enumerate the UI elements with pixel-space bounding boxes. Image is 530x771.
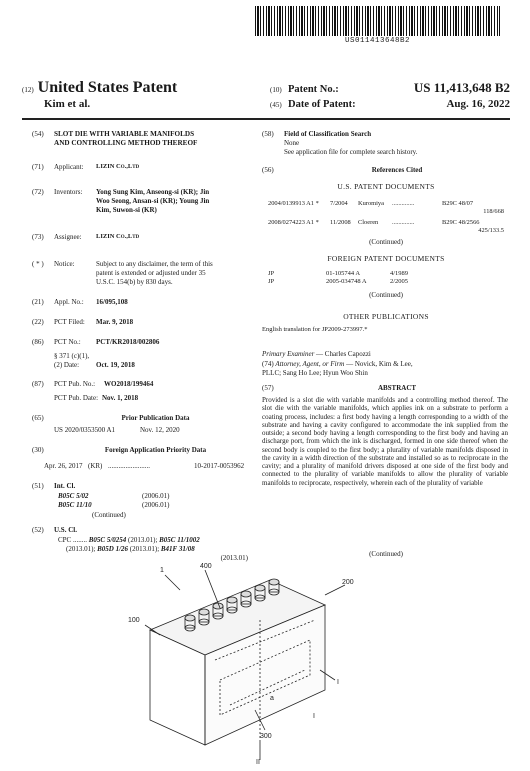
assignee-value: LIZIN Co.,Ltd: [96, 233, 140, 240]
int-cl-row: [58, 501, 258, 510]
ref-country: JP: [268, 278, 275, 286]
s371-date: Oct. 19, 2018: [96, 361, 135, 369]
notice-line: Subject to any disclaimer, the term of this: [96, 260, 213, 268]
int-cl-date: (2006.01): [142, 501, 170, 509]
appl-no-value: 16/095,108: [96, 298, 128, 306]
pct-no-label: PCT No.:: [54, 338, 81, 346]
us-reference-row: [268, 219, 510, 235]
ref-date: 11/2008: [330, 219, 351, 226]
attorney-line2: PLLC; Sang Ho Lee; Hyun Woo Shin: [262, 368, 368, 377]
pct-pub-date-value: Nov. 1, 2018: [102, 394, 139, 402]
patent-no-label: Patent No.:: [288, 84, 339, 95]
cpc-class: B05D 1/26: [97, 544, 129, 553]
int-cl-continued: (Continued): [92, 511, 126, 519]
inventor-short: Kim et al.: [44, 98, 91, 110]
drawing-label-400: 400: [200, 563, 212, 570]
code-22: (22): [32, 318, 44, 326]
other-publications-heading: OTHER PUBLICATIONS: [343, 312, 429, 321]
title-line-1: SLOT DIE WITH VARIABLE MANIFOLDS: [54, 130, 195, 138]
drawing-label-II: II: [256, 759, 260, 765]
us-docs-heading: U.S. PATENT DOCUMENTS: [337, 182, 435, 191]
notice-line: U.S.C. 154(b) by 830 days.: [96, 277, 173, 286]
int-cl-row: [58, 492, 258, 501]
examiner-name: — Charles Capozzi: [316, 350, 371, 358]
ref-name: Cloeren: [358, 219, 379, 226]
code-21: (21): [32, 298, 44, 306]
us-reference-row: [268, 200, 510, 216]
ref-number: 2004/0139913 A1 *: [268, 200, 319, 207]
code-30: (30): [32, 446, 44, 454]
int-cl-class: B05C 11/10: [58, 501, 92, 509]
cpc-date: (2013.01);: [128, 536, 158, 544]
field-of-search-heading: Field of Classification Search: [284, 130, 372, 138]
us-cl-field: [32, 526, 257, 535]
inventors-value: [96, 188, 209, 214]
attorney-line: [262, 360, 510, 378]
appl-no-field: [32, 298, 257, 307]
drawing-label-a: a: [270, 695, 274, 702]
patent-header-left: [22, 78, 177, 112]
priority-country: (KR): [88, 462, 103, 470]
ref-class-secondary: 118/668: [483, 208, 504, 215]
ref-dots: ..............: [392, 219, 415, 226]
drawing-label-100: 100: [128, 617, 140, 624]
cpc-date: (2013.01): [220, 553, 248, 562]
prior-pub-row: [54, 426, 254, 435]
priority-appno: 10-2017-0053962: [194, 462, 245, 470]
applicant-field: [32, 163, 257, 172]
pct-pub-field: [32, 380, 257, 389]
foreign-priority-heading: Foreign Application Priority Data: [104, 446, 207, 454]
s371-line: (2) Date:: [54, 360, 80, 369]
us-cl-values: [58, 536, 258, 562]
examiner-label: Primary Examiner: [262, 350, 315, 358]
priority-date: Apr. 26, 2017: [44, 462, 83, 470]
s371-label: [54, 352, 96, 370]
prior-pub-heading: Prior Publication Data: [121, 414, 190, 422]
cpc-date: (2013.01);: [66, 544, 96, 553]
inventors-line: Yong Sung Kim, Anseong-si (KR); Jin: [96, 188, 210, 196]
foreign-docs-heading: FOREIGN PATENT DOCUMENTS: [327, 254, 445, 263]
code-86: (86): [32, 338, 44, 346]
code-45: (45): [270, 101, 282, 110]
title-line-2: AND CONTROLLING METHOD THEREOF: [54, 139, 198, 147]
header-rule: [22, 118, 510, 120]
int-cl-field: [32, 482, 257, 491]
inventors-line: Woo Seong, Ansan-si (KR); Young Jin: [96, 196, 210, 205]
us-cl-label: U.S. Cl.: [54, 526, 77, 534]
code-56: (56): [262, 166, 274, 174]
patent-drawing: [120, 560, 380, 765]
field-of-search-body: [284, 130, 417, 156]
patent-header-right: [270, 80, 510, 112]
ref-number: 2008/0274223 A1 *: [268, 219, 319, 226]
pct-filed-label: PCT Filed:: [54, 318, 85, 326]
foreign-docs-list: [268, 270, 510, 286]
ref-dots: ..............: [392, 200, 415, 207]
applicant-value: LIZIN Co.,Ltd: [96, 163, 140, 170]
code-57: (57): [262, 384, 274, 392]
s371-field: [54, 352, 254, 370]
inventors-field: [32, 188, 257, 214]
code-12: (12): [22, 86, 34, 94]
priority-dots: ........................: [108, 462, 150, 470]
barcode: [255, 6, 500, 46]
drawing-label-1: 1: [160, 567, 164, 574]
int-cl-label: Int. Cl.: [54, 482, 76, 490]
ref-number: 01-105744 A: [326, 270, 361, 277]
patent-kind: United States Patent: [37, 79, 178, 96]
prior-pub-number: US 2020/0353500 A1: [54, 426, 116, 434]
code-87: (87): [32, 380, 44, 388]
ref-class: B29C 48/2566: [442, 219, 480, 226]
field-of-search-none: None: [284, 138, 300, 147]
assignee-label: Assignee:: [54, 233, 82, 241]
pct-pub-value: WO2018/199464: [104, 380, 154, 388]
drawing-label-300: 300: [260, 733, 272, 740]
code-65: (65): [32, 414, 44, 422]
abstract-heading-row: [262, 384, 510, 393]
other-publications-text: English translation for JP2009-273997.*: [262, 326, 368, 333]
ref-date: 2/2005: [390, 278, 409, 286]
notice-line: patent is extended or adjusted under 35: [96, 268, 206, 277]
cpc-label: CPC ........: [58, 536, 87, 544]
pct-filed-value: Mar. 9, 2018: [96, 318, 134, 326]
barcode-number: US011413648B2: [344, 37, 410, 45]
pct-pub-label: PCT Pub. No.:: [54, 380, 96, 388]
abstract-text: Provided is a slot die with variable manifolds and a controlling method thereof. The slot die with the variable manifolds, which applies ink on a substrate to perform a coating process, includes: a first body having a length corresponding to a width of the substrate and having a cavity configured to accommodate the ink supplied from the outside; a second body having a length corresponding to the first body and having an discharge port, from which the ink is discharged, formed in one side thereof when the second body is coupled to the first body; a plurality of variable manifolds disposed in the cavity in a width direction of the substrate and installed so as to reciprocate in the cavity; and a plurality of manifold drivers disposed at one side of the first body and connected to the plurality of variable manifolds to allow the plurality of variable manifolds to reciprocate, respectively, wherein each of the plurality of variable: [262, 396, 508, 487]
code-58: (58): [262, 130, 274, 138]
prior-pub-date: Nov. 12, 2020: [140, 426, 180, 434]
code-54: (54): [32, 130, 44, 138]
barcode-bars: [255, 6, 500, 36]
cpc-class: B41F 31/08: [160, 544, 195, 553]
notice-label: Notice:: [54, 260, 75, 268]
ref-date: 4/1989: [390, 270, 409, 277]
int-cl-date: (2006.01): [142, 492, 170, 500]
abstract-continued: (Continued): [369, 550, 403, 558]
ref-name: Kuromiya: [358, 200, 384, 207]
foreign-reference-row: [268, 278, 510, 286]
references-cited: [262, 166, 510, 175]
code-52: (52): [32, 526, 44, 534]
inventors-line: Kim, Suwon-si (KR): [96, 205, 157, 214]
attorney-label: Attorney, Agent, or Firm: [275, 360, 345, 368]
references-cited-heading: References Cited: [371, 166, 423, 174]
code-notice: ( * ): [32, 260, 44, 268]
code-71: (71): [32, 163, 44, 171]
foreign-docs-continued: (Continued): [369, 291, 403, 299]
us-patent-documents: [262, 182, 510, 191]
attorney-line1: — Novick, Kim & Lee,: [346, 360, 413, 368]
appl-no-label: Appl. No.:: [54, 298, 84, 306]
foreign-reference-row: [268, 270, 510, 278]
us-docs-list: [268, 200, 510, 238]
pct-filed-field: [32, 318, 257, 327]
assignee-field: [32, 233, 257, 242]
pct-no-value: PCT/KR2018/002806: [96, 338, 160, 346]
patent-title: [54, 130, 197, 148]
title-field: [32, 130, 257, 148]
field-of-search: [262, 130, 510, 156]
pct-no-field: [32, 338, 257, 347]
abstract-heading: ABSTRACT: [377, 384, 417, 392]
foreign-priority-row: [44, 462, 259, 471]
s371-line: § 371 (c)(1),: [54, 352, 90, 360]
examiner-line: [262, 350, 510, 359]
drawing-label-Ib: I: [313, 713, 315, 720]
applicant-label: Applicant:: [54, 163, 84, 171]
drawing-label-I: I: [337, 679, 339, 686]
pct-pub-date-label: PCT Pub. Date:: [54, 394, 99, 402]
pct-pub-date-field: [54, 394, 254, 403]
drawing-label-200: 200: [342, 579, 354, 586]
ref-country: JP: [268, 270, 275, 277]
code-10: (10): [270, 86, 282, 94]
field-of-search-see: See application file for complete search history.: [284, 147, 418, 156]
notice-value: [96, 260, 213, 286]
ref-date: 7/2004: [330, 200, 348, 207]
ref-class-secondary: 425/133.5: [478, 227, 504, 234]
ref-number: 2005-034748 A: [326, 278, 367, 286]
notice-field: [32, 260, 257, 286]
date-label: Date of Patent:: [288, 99, 356, 111]
code-72: (72): [32, 188, 44, 196]
code-51: (51): [32, 482, 44, 490]
code-73: (73): [32, 233, 44, 241]
cpc-class: B05C 5/0254: [88, 536, 127, 544]
cpc-date: (2013.01);: [129, 544, 160, 553]
code-74: (74): [262, 360, 274, 368]
ref-class: B29C 48/07: [442, 200, 474, 207]
int-cl-class: B05C 5/02: [58, 492, 89, 500]
prior-pub-field: [32, 414, 257, 423]
cpc-class: B05C 11/1002: [159, 536, 200, 544]
foreign-priority-field: [32, 446, 257, 455]
patent-number: US 11,413,648 B2: [413, 80, 510, 95]
patent-date: Aug. 16, 2022: [446, 98, 510, 111]
us-docs-continued: (Continued): [369, 238, 403, 246]
inventors-label: Inventors:: [54, 188, 83, 196]
